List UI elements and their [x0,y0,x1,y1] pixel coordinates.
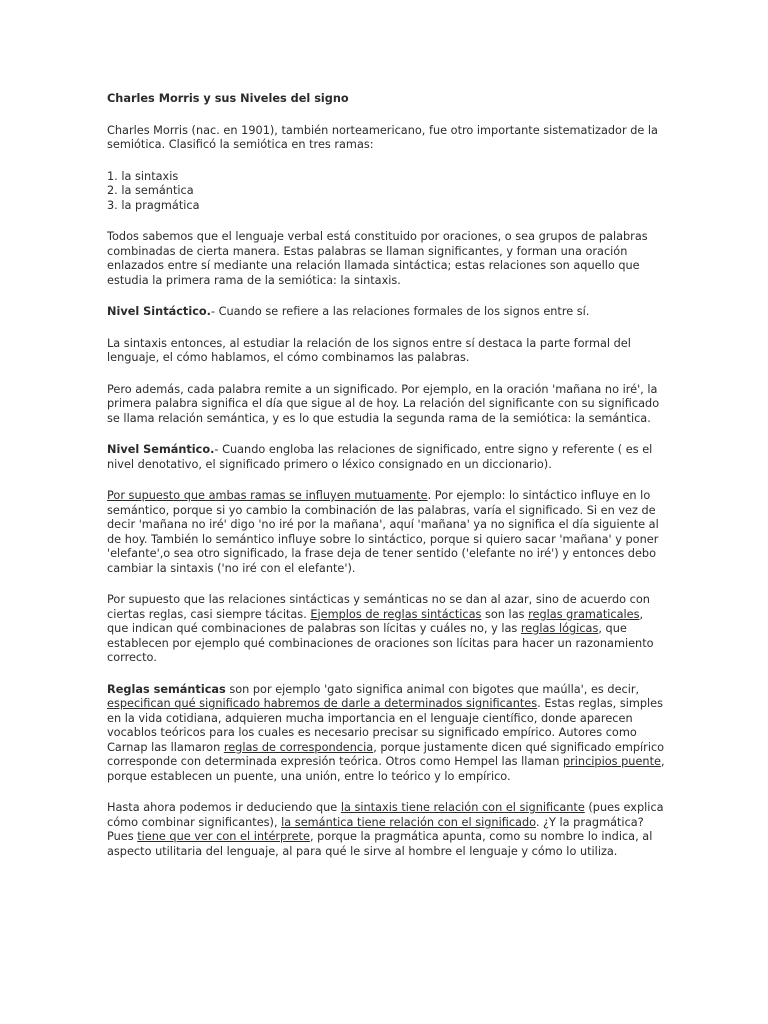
final-text: , porque la pragmática apunta, como su nombre lo indica, al aspecto utilitaria del lenguaje, al para qué le sirve al hombre el lenguaje y cómo lo utiliza. [107,830,653,858]
list-item: 1. la sintaxis [107,169,179,183]
list-item: 2. la semántica [107,184,194,197]
syntactic-level-paragraph [107,305,667,320]
semantic-rules-text: son por ejemplo 'gato significa animal con bigotes que maúlla', es decir, [225,682,640,696]
syntax-signifier-link[interactable]: la sintaxis tiene relación con el significante [340,801,585,814]
rules-text: son las [481,607,529,621]
final-paragraph [107,801,667,859]
rules-text: , que establecen por ejemplo qué combinaciones de oraciones son lícitas para hacer un razonamiento correcto. [107,622,654,664]
bridge-principles-link[interactable]: principios puente [562,755,661,768]
specify-meaning-link[interactable]: especifican qué significado habremos de darle a determinados significantes [107,697,538,710]
semantic-rules-label: Reglas semánticas [107,682,226,696]
final-text: Hasta ahora podemos ir deduciendo que [107,801,341,814]
influence-link[interactable]: Por supuesto que ambas ramas se influyen mutuamente [107,489,428,502]
rules-text: Por supuesto que las relaciones sintácticas y semánticas no se dan al azar, sino de acuerdo con ciertas reglas, casi siempre tácitas. [107,593,650,621]
influence-text: . Por ejemplo: lo sintáctico influye en lo semántico, porque si yo cambio la combinación de las palabras, varía el significado. Si en vez de decir 'mañana no iré' digo 'no iré por la mañana', aquí 'mañana' ya no significa el día siguiente al de hoy. También lo semántico influye sobre lo sintáctico, porque si quiero sacar 'mañana' y poner 'elefante',o sea otro significado, la frase deja de tener sentido ('elefante no iré') y entonces debo cambiar la sintaxis ('no iré con el elefante'). [107,489,659,575]
semantic-level-label: Nivel Semántico. [107,443,215,456]
syntax-formal-paragraph: La sintaxis entonces, al estudiar la relación de los signos entre sí destaca la parte formal del lenguaje, el cómo hablamos, el cómo combinamos las palabras. [107,336,631,364]
semantic-level-paragraph [107,443,667,472]
syntactic-level-text: - Cuando se refiere a las relaciones formales de los signos entre sí. [210,305,590,318]
branches-list [107,170,667,214]
semantic-rules-text: . Estas reglas, simples en la vida cotidiana, adquieren mucha importancia en el lenguaje científico, donde aparecen vocablos teóricos para los cuales es necesario precisar su significado empírico. Autores como Carnap las llamaron [107,697,663,754]
meaning-paragraph: Pero además, cada palabra remite a un significado. Por ejemplo, en la oración 'mañana no iré', la primera palabra significa el día que sigue al de hoy. La relación del significante con su significado se llama relación semántica, y es lo que estudia la segunda rama de la semiótica: la semántica. [107,382,660,425]
influence-paragraph [107,489,667,576]
final-text: (pues explica cómo combinar significantes), [107,801,664,829]
semantic-rules-text: , porque establecen un puente, una unión, entre lo teórico y lo empírico. [107,755,665,783]
semantics-signified-link[interactable]: la semántica tiene relación con el significado [281,815,536,829]
syntactic-rules-link[interactable]: Ejemplos de reglas sintácticas [310,607,482,621]
document-body [107,92,667,876]
grammar-rules-link[interactable]: reglas gramaticales [528,607,640,621]
rules-paragraph [107,593,667,666]
rules-text: , que indican qué combinaciones de palabras son lícitas y cuáles no, y las [107,607,644,635]
document-title: Charles Morris y sus Niveles del signo [107,92,349,105]
interpreter-link[interactable]: tiene que ver con el intérprete [137,830,310,843]
correspondence-rules-link[interactable]: reglas de correspondencia [223,740,374,754]
semantic-level-text: - Cuando engloba las relaciones de significado, entre signo y referente ( es el nivel denotativo, el significado primero o léxico consignado en un diccionario). [107,443,653,471]
final-text: . ¿Y la pragmática? Pues [107,815,644,843]
semantic-rules-paragraph [107,683,667,785]
list-item: 3. la pragmática [107,198,200,212]
syntactic-level-label: Nivel Sintáctico. [107,305,211,318]
logic-rules-link[interactable]: reglas lógicas [520,622,599,635]
intro-paragraph: Charles Morris (nac. en 1901), también norteamericano, fue otro importante sistematizador de la semiótica. Clasificó la semiótica en tres ramas: [107,123,658,151]
semantic-rules-text: , porque justamente dicen qué significado empírico corresponde con determinada expresión teórica. Otros como Hempel las llaman [107,740,665,768]
syntax-intro-paragraph: Todos sabemos que el lenguaje verbal está constituido por oraciones, o sea grupos de palabras combinadas de cierta manera. Estas palabras se llaman significantes, y forman una oración enlazados entre sí mediante una relación llamada sintáctica; estas relaciones son aquello que estudia la primera rama de la semiótica: la sintaxis. [107,230,648,287]
